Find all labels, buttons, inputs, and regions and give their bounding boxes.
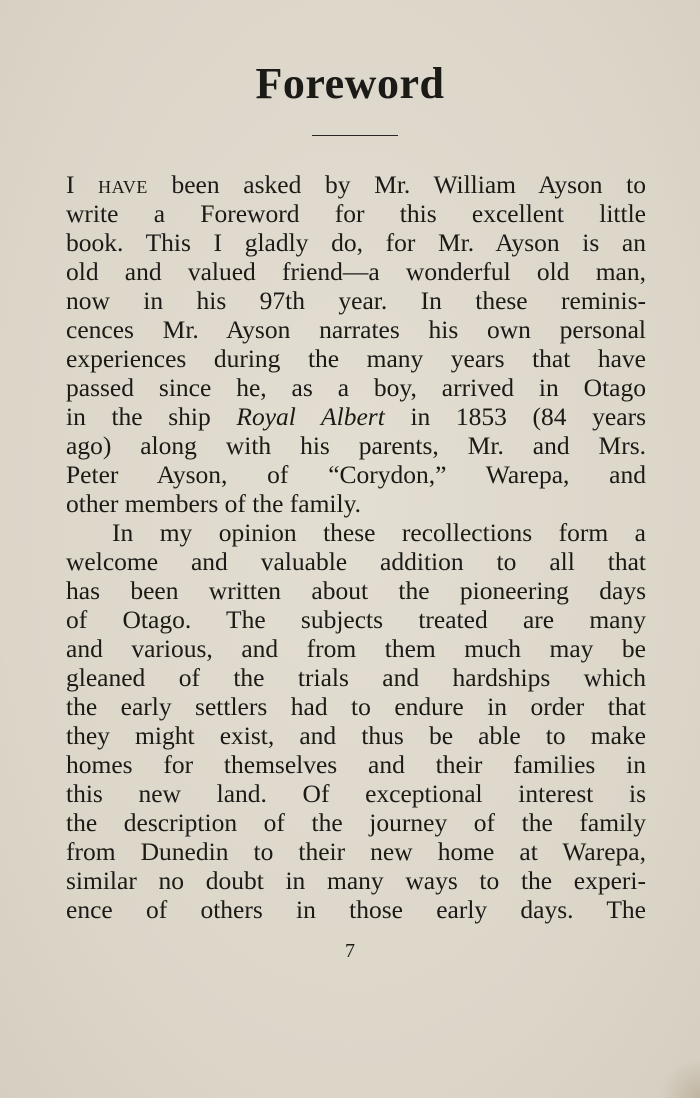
page-title: Foreword <box>255 59 445 108</box>
text-line: ence of others in those early days. The <box>66 895 646 924</box>
text-line: has been written about the pioneering days <box>66 576 646 605</box>
text-line: in the ship Royal Albert in 1853 (84 years <box>66 402 646 431</box>
text-line: other members of the family. <box>66 489 362 518</box>
text-line: Peter Ayson, of “Corydon,” Warepa, and <box>66 460 646 489</box>
text-line: similar no doubt in many ways to the experi- <box>66 866 646 895</box>
page-number: 7 <box>345 940 355 962</box>
text-line: old and valued friend—a wonderful old man, <box>66 257 646 286</box>
text-line: now in his 97th year. In these reminis- <box>66 286 646 315</box>
text-line: of Otago. The subjects treated are many <box>66 605 646 634</box>
text-line: welcome and valuable addition to all that <box>66 547 646 576</box>
text-line: this new land. Of exceptional interest is <box>66 779 646 808</box>
text-line: they might exist, and thus be able to make <box>66 721 646 750</box>
text-line: write a Foreword for this excellent little <box>66 199 646 228</box>
text-line: the description of the journey of the family <box>66 808 646 837</box>
text-line: gleaned of the trials and hardships which <box>66 663 646 692</box>
text-line: passed since he, as a boy, arrived in Otago <box>66 373 646 402</box>
page-stain <box>660 1058 700 1098</box>
text-line: I have been asked by Mr. William Ayson to <box>66 170 646 199</box>
text-line: homes for themselves and their families in <box>66 750 646 779</box>
text-line: ago) along with his parents, Mr. and Mrs. <box>66 431 646 460</box>
text-line: experiences during the many years that have <box>66 344 646 373</box>
text-line: book. This I gladly do, for Mr. Ayson is an <box>66 228 646 257</box>
foreword-body <box>66 170 646 924</box>
title-rule <box>312 135 398 136</box>
text-line: In my opinion these recollections form a <box>112 518 646 547</box>
text-line: from Dunedin to their new home at Warepa, <box>66 837 646 866</box>
text-line: and various, and from them much may be <box>66 634 646 663</box>
text-line: the early settlers had to endure in order that <box>66 692 646 721</box>
text-line: cences Mr. Ayson narrates his own personal <box>66 315 646 344</box>
